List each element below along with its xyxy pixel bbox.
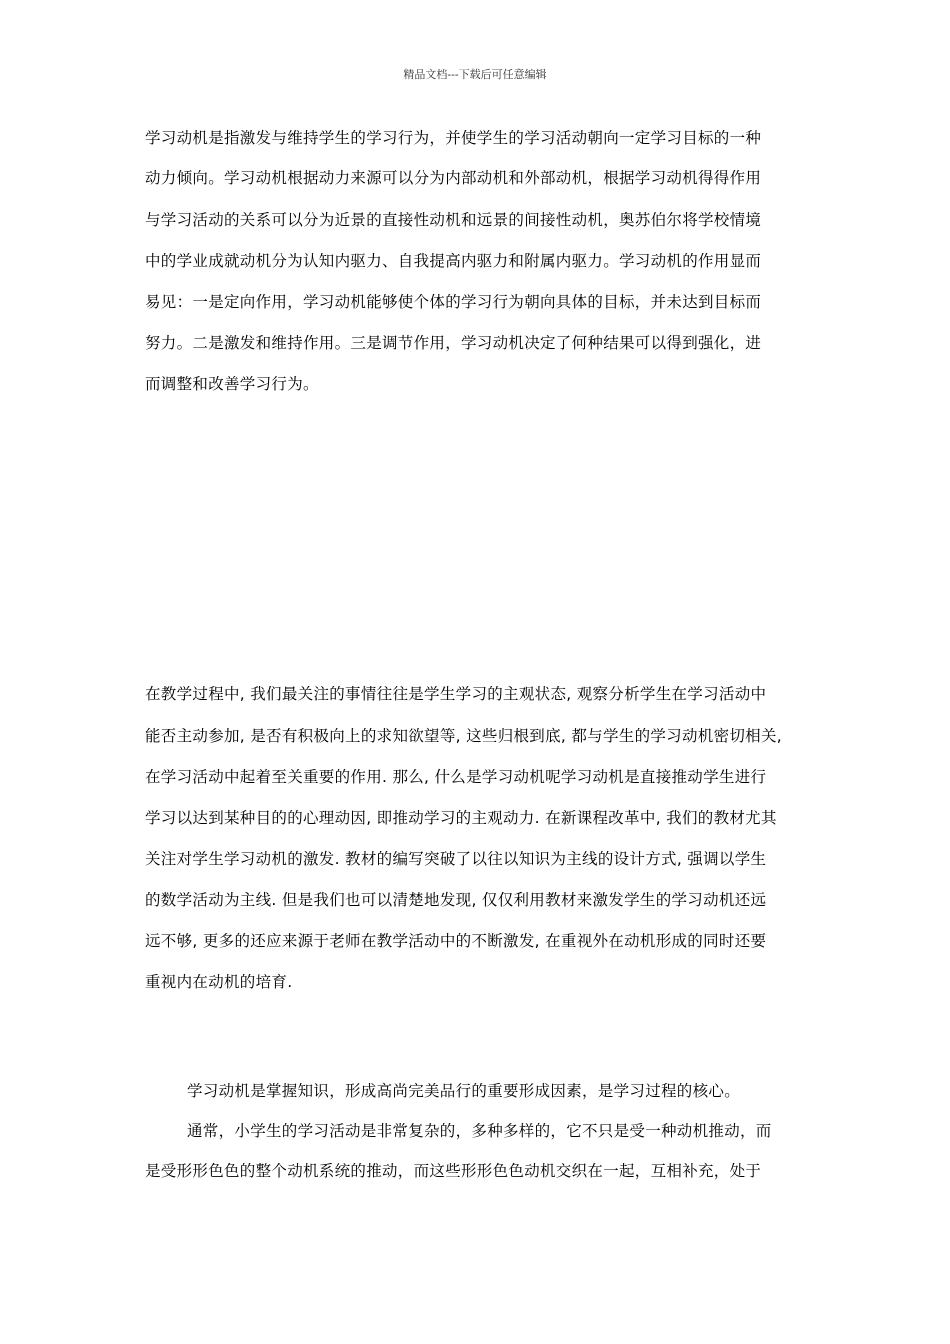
paragraph-2-line: 重视内在动机的培育. [145, 973, 293, 991]
paragraph-2-line: 远不够, 更多的还应来源于老师在教学活动中的不断激发, 在重视外在动机形成的同时还要 [145, 932, 767, 950]
paragraph-1-line: 学习动机是指激发与维持学生的学习行为，并使学生的学习活动朝向一定学习目标的一种 [145, 129, 762, 147]
paragraph-4-line: 通常，小学生的学习活动是非常复杂的，多种多样的，它不只是受一种动机推动，而 [187, 1122, 772, 1140]
paragraph-2-line: 的数学活动为主线. 但是我们也可以清楚地发现, 仅仅利用教材来激发学生的学习动机还远 [145, 891, 767, 909]
paragraph-2-line: 关注对学生学习动机的激发. 教材的编写突破了以往以知识为主线的设计方式, 强调以学生 [145, 850, 767, 868]
paragraph-2-line: 在教学过程中, 我们最关注的事情往往是学生学习的主观状态, 观察分析学生在学习活动中 [145, 685, 767, 703]
paragraph-1-line: 动力倾向。学习动机根据动力来源可以分为内部动机和外部动机，根据学习动机得得作用 [145, 169, 762, 187]
paragraph-1-line: 努力。二是激发和维持作用。三是调节作用，学习动机决定了何种结果可以得到强化，进 [145, 334, 762, 352]
paragraph-1-line: 易见：一是定向作用，学习动机能够使个体的学习行为朝向具体的目标，并未达到目标而 [145, 293, 762, 311]
paragraph-2-line: 在学习活动中起着至关重要的作用. 那么, 什么是学习动机呢学习动机是直接推动学生进行 [145, 768, 767, 786]
page-header: 精品文档---下载后可任意编辑 [403, 68, 547, 81]
paragraph-1-line: 中的学业成就动机分为认知内驱力、自我提高内驱力和附属内驱力。学习动机的作用显而 [145, 252, 762, 270]
paragraph-4-line: 是受形形色色的整个动机系统的推动，而这些形形色色动机交织在一起，互相补充，处于 [145, 1162, 762, 1180]
paragraph-1-line: 而调整和改善学习行为。 [145, 375, 319, 393]
paragraph-3-line: 学习动机是掌握知识，形成高尚完美品行的重要形成因素，是学习过程的核心。 [187, 1082, 741, 1100]
paragraph-1-line: 与学习活动的关系可以分为近景的直接性动机和远景的间接性动机，奥苏伯尔将学校情境 [145, 211, 762, 229]
paragraph-2-line: 学习以达到某种目的的心理动因, 即推动学习的主观动力. 在新课程改革中, 我们的教材尤其 [145, 809, 777, 827]
paragraph-2-line: 能否主动参加, 是否有积极向上的求知欲望等, 这些归根到底, 都与学生的学习动机密切相关, [145, 727, 782, 745]
